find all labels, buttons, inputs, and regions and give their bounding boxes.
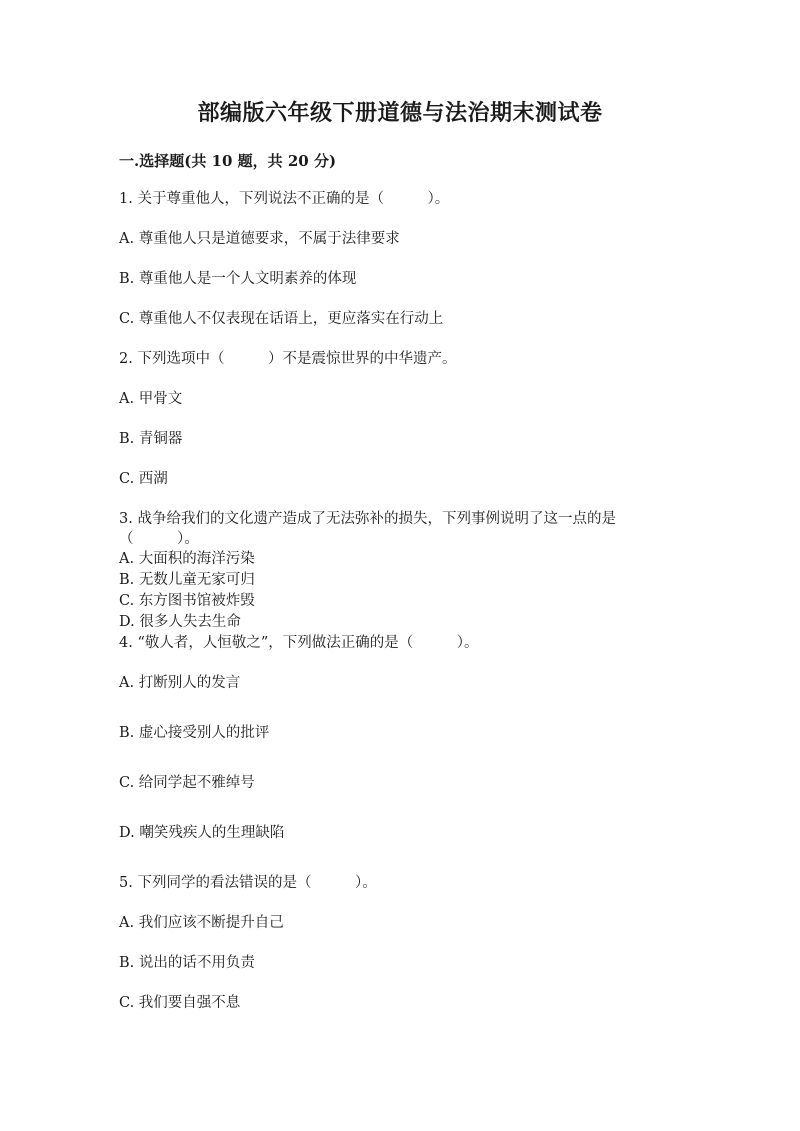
question-4: 4. “敬人者，人恒敬之”，下列做法正确的是（ ）。 [119,635,479,651]
question-5-option-c: C. 我们要自强不息 [119,995,241,1011]
question-3-option-a: A. 大面积的海洋污染 [119,551,255,567]
question-2-option-a: A. 甲骨文 [119,391,183,407]
question-4-option-d: D. 嘲笑残疾人的生理缺陷 [119,825,285,841]
question-2-option-c: C. 西湖 [119,471,168,487]
question-5-option-b: B. 说出的话不用负责 [119,955,255,971]
question-1: 1. 关于尊重他人，下列说法不正确的是（ ）。 [119,191,450,207]
question-3-option-c: C. 东方图书馆被炸毁 [119,593,255,609]
question-5: 5. 下列同学的看法错误的是（ ）。 [119,875,377,891]
question-2: 2. 下列选项中（ ）不是震惊世界的中华遗产。 [119,351,457,367]
question-1-option-c: C. 尊重他人不仅表现在话语上，更应落实在行动上 [119,311,444,327]
question-1-option-a: A. 尊重他人只是道德要求，不属于法律要求 [119,231,400,247]
question-1-option-b: B. 尊重他人是一个人文明素养的体现 [119,271,357,287]
page-title: 部编版六年级下册道德与法治期末测试卷 [197,100,603,126]
question-4-option-a: A. 打断别人的发言 [119,675,241,691]
question-5-option-a: A. 我们应该不断提升自己 [119,915,284,931]
question-3-option-d: D. 很多人失去生命 [119,614,241,630]
question-3-continuation: （ ）。 [119,531,199,547]
question-2-option-b: B. 青铜器 [119,431,183,447]
question-4-option-c: C. 给同学起不雅绰号 [119,775,255,791]
section-heading: 一.选择题(共 10 题，共 20 分) [119,152,337,170]
question-4-option-b: B. 虚心接受别人的批评 [119,725,270,741]
question-3: 3. 战争给我们的文化遗产造成了无法弥补的损失，下列事例说明了这一点的是 [119,511,616,527]
question-3-option-b: B. 无数儿童无家可归 [119,572,255,588]
